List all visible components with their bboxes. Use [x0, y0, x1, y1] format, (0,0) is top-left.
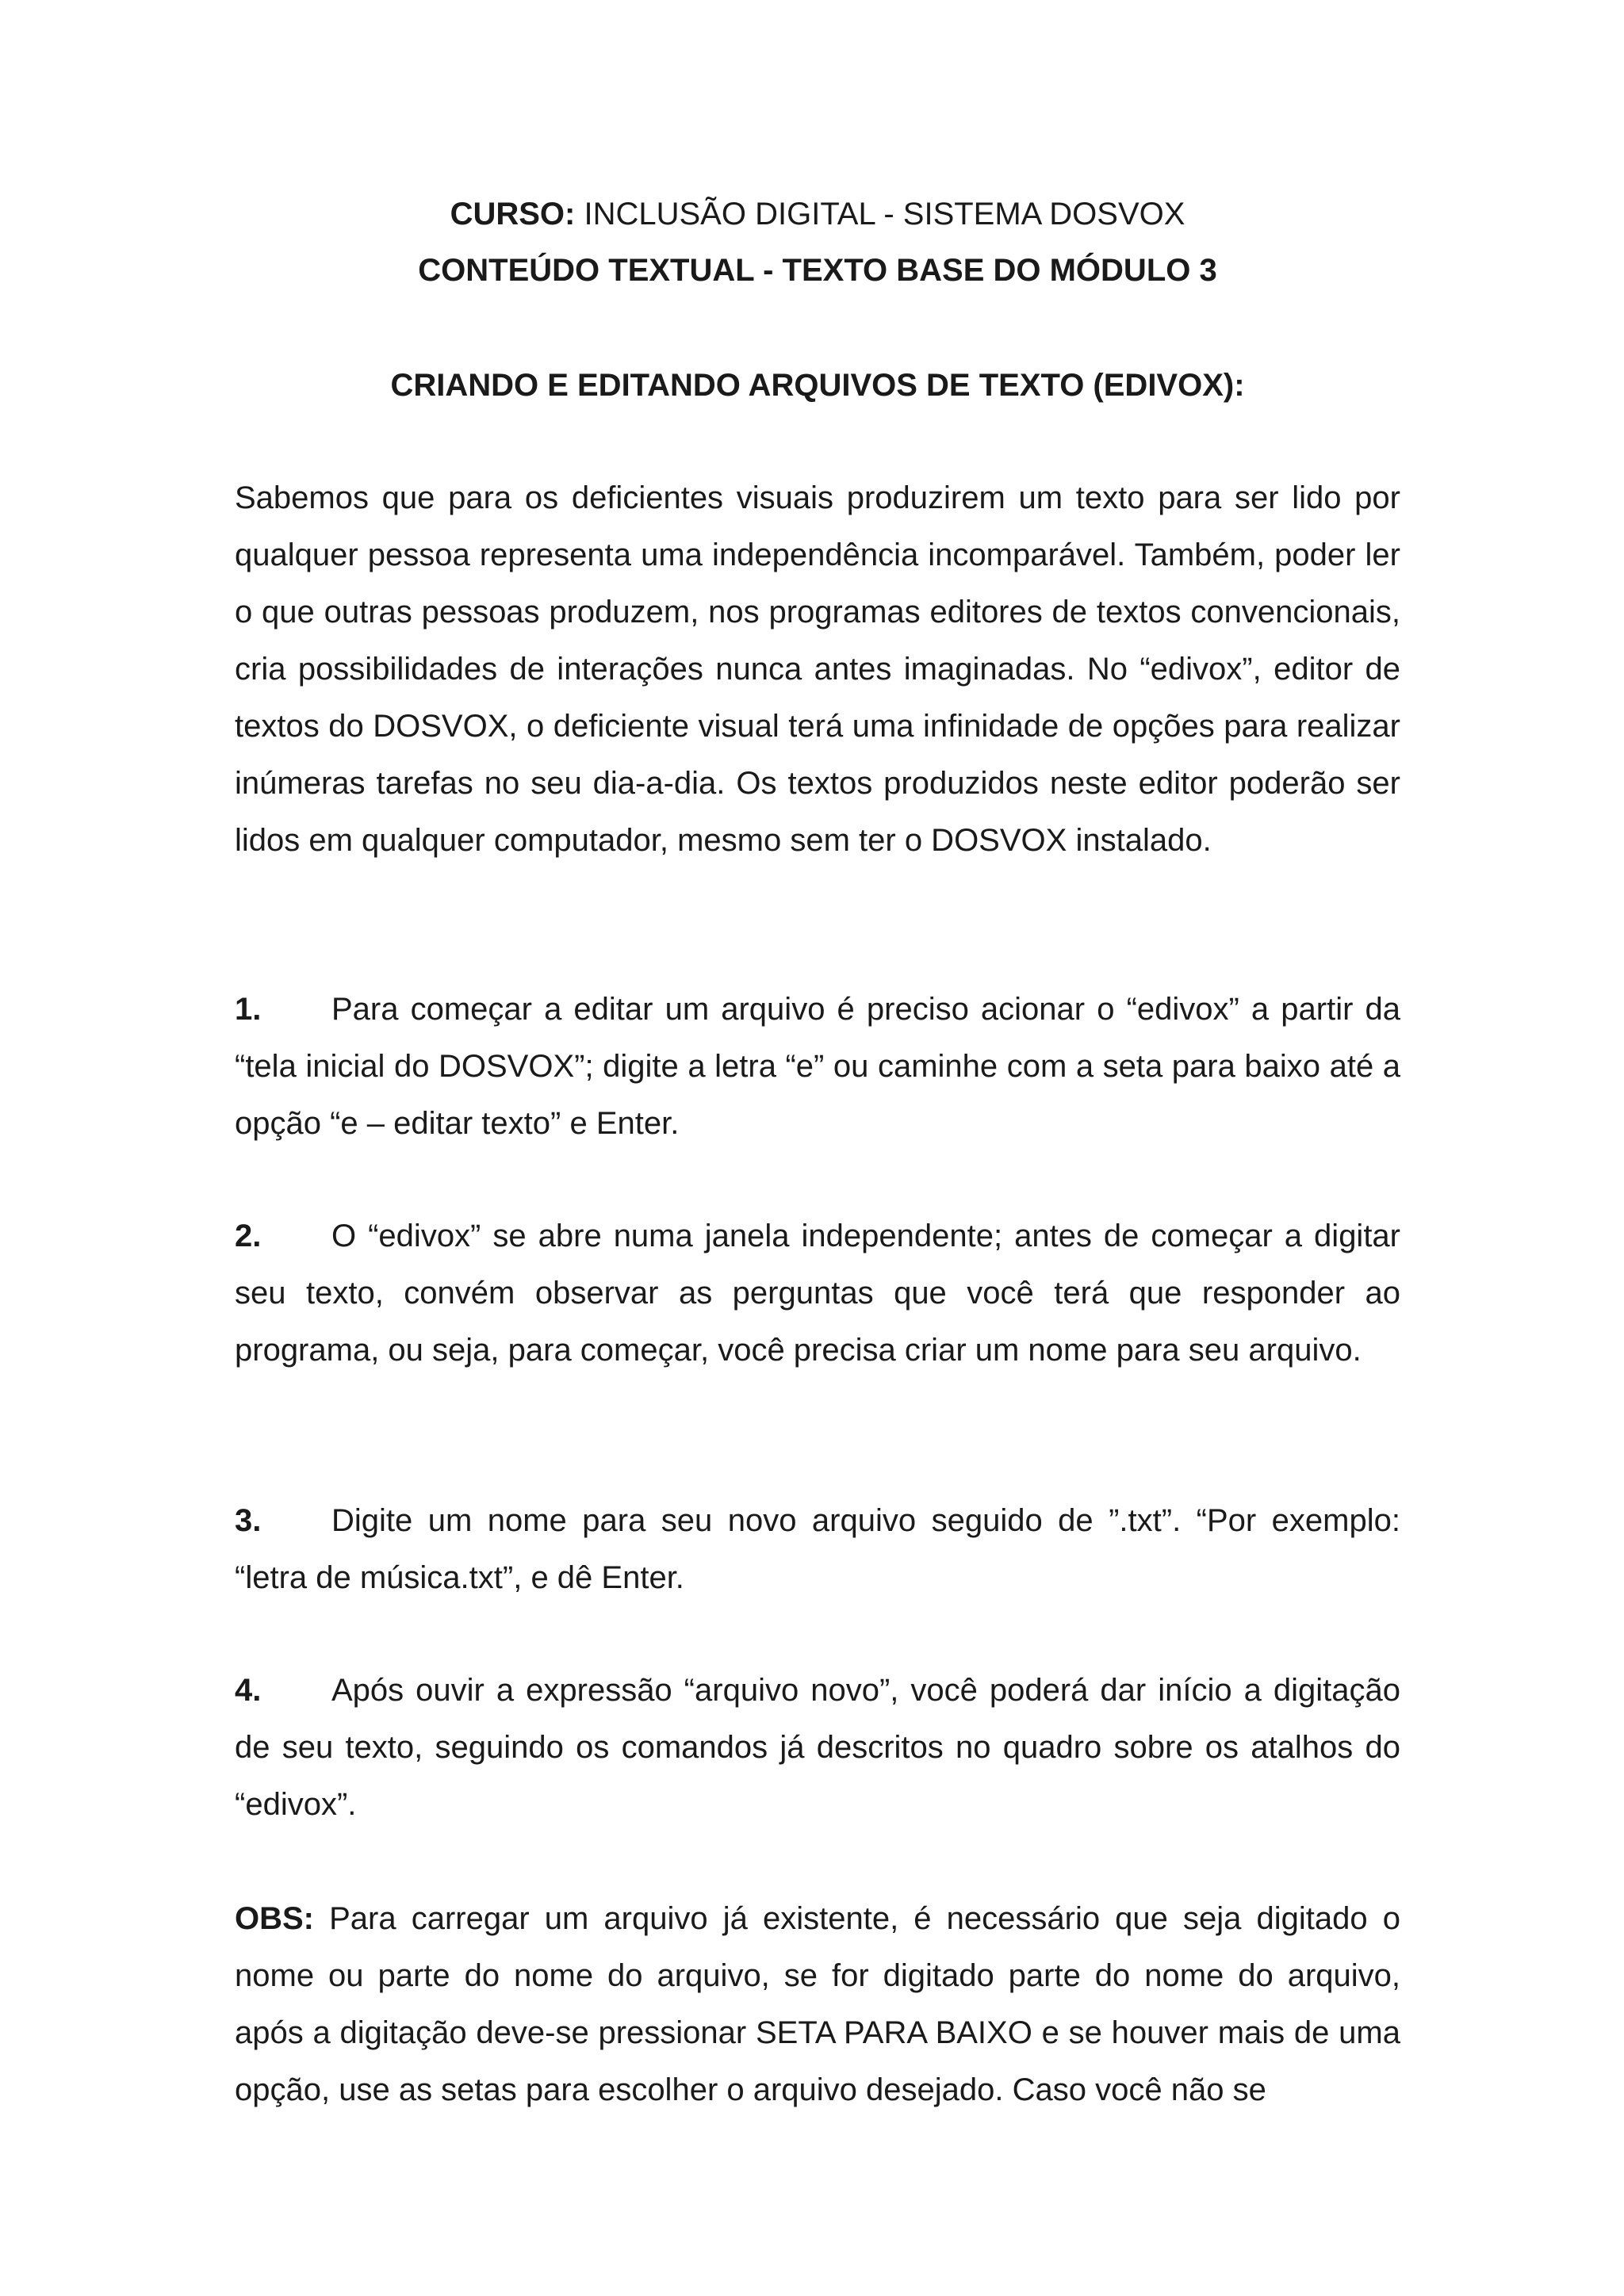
- item-text: Para começar a editar um arquivo é preciso acionar o “edivox” a partir da “tela inicial do DOSVOX”; digite a letra “e” ou caminhe com a seta para baixo até a opção “e – editar texto” e Enter.: [235, 992, 1400, 1141]
- obs-paragraph: [235, 1890, 1400, 2118]
- obs-text: Para carregar um arquivo já existente, é necessário que seja digitado o nome ou parte do nome do arquivo, se for digitado parte do nome do arquivo, após a digitação deve-se pressionar SETA PARA BAIXO e se houver mais de uma opção, use as setas para escolher o arquivo desejado. Caso você não se: [235, 1901, 1400, 2107]
- obs-label: OBS:: [235, 1901, 314, 1936]
- content-title: CONTEÚDO TEXTUAL - TEXTO BASE DO MÓDULO 3: [418, 253, 1217, 288]
- item-text: Digite um nome para seu novo arquivo seguido de ”.txt”. “Por exemplo: “letra de música.txt”, e dê Enter.: [235, 1503, 1400, 1595]
- item-number: 2.: [235, 1219, 262, 1253]
- item-number: 4.: [235, 1673, 262, 1708]
- item-text: Após ouvir a expressão “arquivo novo”, você poderá dar início a digitação de seu texto, seguindo os comandos já descritos no quadro sobre os atalhos do “edivox”.: [235, 1673, 1400, 1822]
- course-name: INCLUSÃO DIGITAL - SISTEMA DOSVOX: [584, 197, 1185, 232]
- item-text: O “edivox” se abre numa janela independente; antes de começar a digitar seu texto, convém observar as perguntas que você terá que responder ao programa, ou seja, para começar, você precisa criar um nome para seu arquivo.: [235, 1219, 1400, 1368]
- item-number: 1.: [235, 992, 262, 1027]
- section-title: CRIANDO E EDITANDO ARQUIVOS DE TEXTO (EDIVOX):: [390, 368, 1245, 403]
- list-item: [235, 1662, 1400, 1833]
- list-item: [235, 981, 1400, 1152]
- list-item: [235, 1492, 1400, 1606]
- item-number: 3.: [235, 1503, 262, 1538]
- list-item: [235, 1207, 1400, 1379]
- course-line: [235, 186, 1400, 243]
- course-label: CURSO:: [450, 197, 576, 232]
- intro-paragraph: Sabemos que para os deficientes visuais produzirem um texto para ser lido por qualquer pessoa representa uma independência incomparável. Também, poder ler o que outras pessoas produzem, nos programas editores de textos convencionais, cria possibilidades de interações nunca antes imaginadas. No “edivox”, editor de textos do DOSVOX, o deficiente visual terá uma infinidade de opções para realizar inúmeras tarefas no seu dia-a-dia. Os textos produzidos neste editor poderão ser lidos em qualquer computador, mesmo sem ter o DOSVOX instalado.: [235, 480, 1400, 858]
